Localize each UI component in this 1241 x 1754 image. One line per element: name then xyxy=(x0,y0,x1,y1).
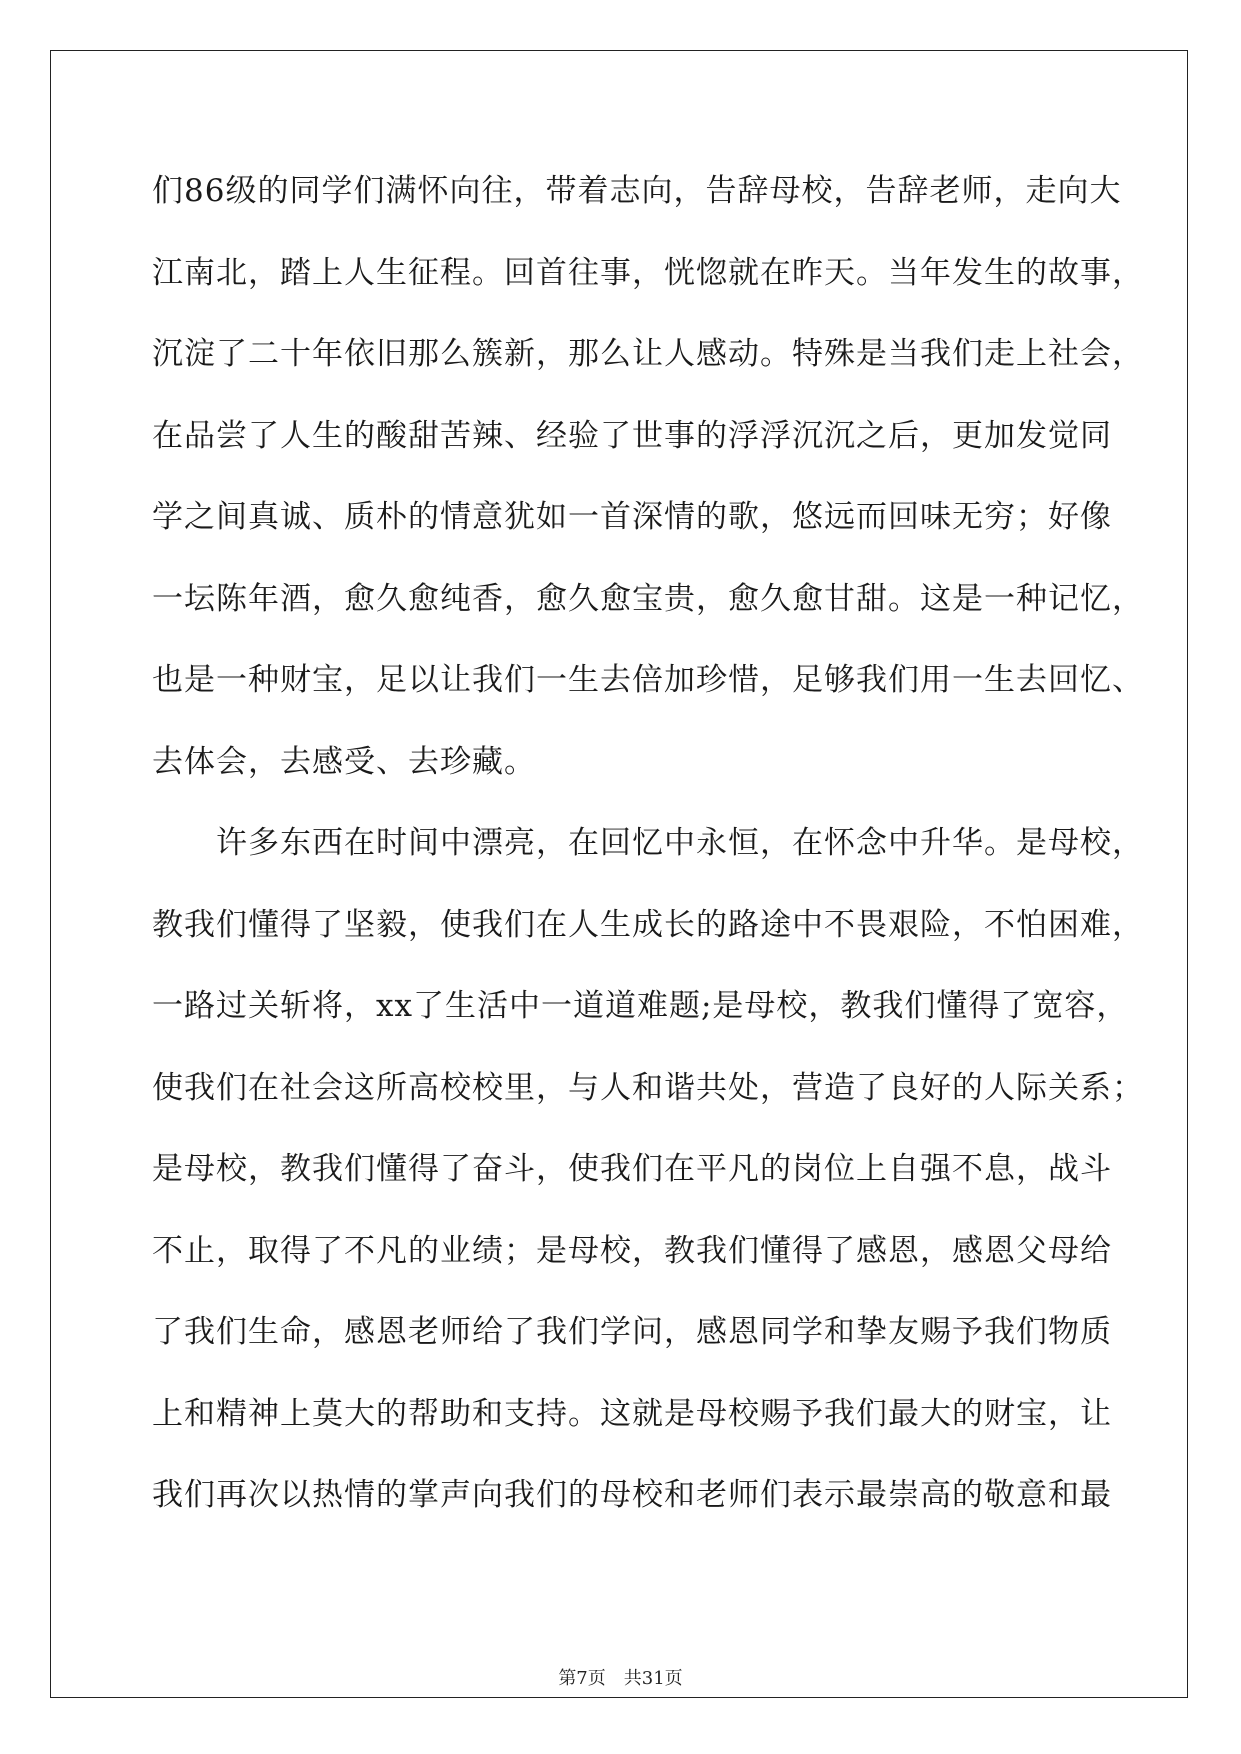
text-line: 不止，取得了不凡的业绩；是母校，教我们懂得了感恩，感恩父母给 xyxy=(152,1232,1112,1269)
text-line: 也是一种财宝，足以让我们一生去倍加珍惜，足够我们用一生去回忆、 xyxy=(152,662,1144,698)
paragraph-start-line: 许多东西在时间中漂亮，在回忆中永恒，在怀念中升华。是母校， xyxy=(152,825,1144,861)
document-body xyxy=(152,160,1144,1546)
text-line: 上和精神上莫大的帮助和支持。这就是母校赐予我们最大的财宝，让 xyxy=(152,1395,1112,1432)
text-line: 我们再次以热情的掌声向我们的母校和老师们表示最崇高的敬意和最 xyxy=(152,1477,1112,1513)
text-line: 一路过关斩将，xx了生活中一道道难题;是母校，教我们懂得了宽容， xyxy=(152,988,1129,1024)
text-line: 一坛陈年酒，愈久愈纯香，愈久愈宝贵，愈久愈甘甜。这是一种记忆， xyxy=(152,580,1144,617)
text-line: 沉淀了二十年依旧那么簇新，那么让人感动。特殊是当我们走上社会， xyxy=(152,336,1144,372)
text-line: 们86级的同学们满怀向往，带着志向，告辞母校，告辞老师，走向大 xyxy=(152,173,1122,209)
text-line: 在品尝了人生的酸甜苦辣、经验了世事的浮浮沉沉之后，更加发觉同 xyxy=(152,417,1112,454)
text-line: 使我们在社会这所高校校里，与人和谐共处，营造了良好的人际关系； xyxy=(152,1069,1144,1106)
text-line: 去体会，去感受、去珍藏。 xyxy=(152,743,536,780)
text-line: 是母校，教我们懂得了奋斗，使我们在平凡的岗位上自强不息，战斗 xyxy=(152,1151,1112,1187)
text-line: 学之间真诚、质朴的情意犹如一首深情的歌，悠远而回味无穷；好像 xyxy=(152,499,1112,535)
page-number-footer: 第7页 共31页 xyxy=(558,1668,683,1689)
text-line: 江南北，踏上人生征程。回首往事，恍惚就在昨天。当年发生的故事， xyxy=(152,254,1144,291)
text-line: 了我们生命，感恩老师给了我们学问，感恩同学和挚友赐予我们物质 xyxy=(152,1314,1112,1350)
text-line: 教我们懂得了坚毅，使我们在人生成长的路途中不畏艰险，不怕困难， xyxy=(152,906,1144,943)
